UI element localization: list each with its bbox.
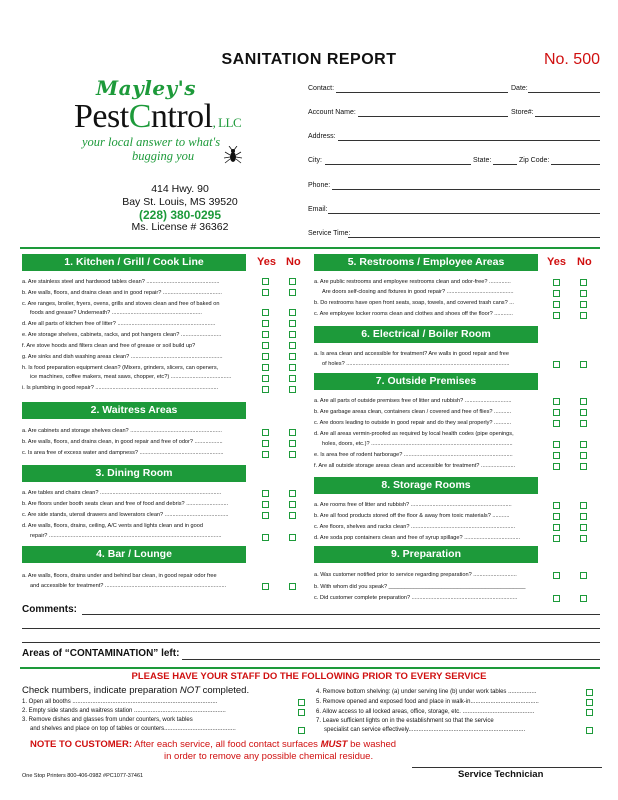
dining-item-d: d. Are walls, floors, drains, ceiling, A/C vents and lights clean and in good [22, 523, 203, 529]
no-header-right: No [577, 256, 592, 268]
kitchen-a-yes[interactable] [262, 278, 269, 285]
dining-item-d2: repair? ............................................................................................................... [30, 533, 222, 539]
storage-item-a: a. Are rooms free of litter and rubbish? ................................................................. [314, 502, 512, 508]
section-restrooms-header: 5. Restrooms / Employee Areas [314, 254, 538, 271]
dining-item-a: a. Are tables and chairs clean? .............................................................................. [22, 490, 222, 496]
city-field[interactable]: City: [308, 157, 322, 164]
kitchen-c-yes[interactable] [262, 309, 269, 316]
waitress-c-no[interactable] [289, 451, 296, 458]
kitchen-h-no[interactable] [289, 364, 296, 371]
section-storage-header: 8. Storage Rooms [314, 477, 538, 494]
preparation-a-no[interactable] [580, 572, 587, 579]
electrical-item-a2: of holes? ......................................................................................................... [322, 361, 510, 367]
storage-c-yes[interactable] [553, 524, 560, 531]
restrooms-a-no[interactable] [580, 279, 587, 286]
comments-label: Comments: [22, 604, 78, 615]
note-to-customer-2: in order to remove any possible chemical residue. [164, 751, 374, 762]
preparation-c-yes[interactable] [553, 595, 560, 602]
printer-credit: One Stop Printers 800-406-0982 #PC1077-37461 [22, 773, 144, 779]
report-title: SANITATION REPORT [221, 51, 397, 68]
company-city: Bay St. Louis, MS 39520 [122, 196, 238, 208]
dining-d-no[interactable] [289, 534, 296, 541]
outside-e-no[interactable] [580, 452, 587, 459]
bar-a-yes[interactable] [262, 583, 269, 590]
outside-c-no[interactable] [580, 420, 587, 427]
restrooms-item-a: a. Are public restrooms and employee restrooms clean and odor-free? .............. [314, 279, 511, 285]
prep-4-check[interactable] [586, 689, 593, 696]
outside-item-a: a. Are all parts of outside premises free of litter and rubbish? .............................. [314, 398, 512, 404]
outside-e-yes[interactable] [553, 452, 560, 459]
dining-item-c: c. Are side stands, utensil drawers and lowerators clean? ......................................... [22, 512, 229, 518]
bar-a-no[interactable] [289, 583, 296, 590]
electrical-a-yes[interactable] [553, 361, 560, 368]
prep-item-7b: specialist can service effectively...................................................................... [324, 727, 526, 733]
waitress-c-yes[interactable] [262, 451, 269, 458]
contamination-line[interactable] [182, 659, 600, 660]
kitchen-item-d: d. Are all parts of kitchen free of litter? ............................................................... [22, 321, 216, 327]
outside-f-yes[interactable] [553, 463, 560, 470]
kitchen-item-g: g. Are sinks and dish washing areas clean? ........................................................... [22, 354, 223, 360]
comments-line-1[interactable] [82, 614, 600, 615]
kitchen-item-i: i. Is plumbing in good repair? ............................................................................... [22, 385, 219, 391]
bug-icon [222, 146, 244, 166]
outside-item-c: c. Are doors leading to outside in good repair and do they seal properly? ........... [314, 420, 512, 426]
dining-item-b: b. Are floors under booth seats clean and free of food and debris? ........................... [22, 501, 229, 507]
section-outside-header: 7. Outside Premises [314, 373, 538, 390]
storage-a-yes[interactable] [553, 502, 560, 509]
kitchen-c-no[interactable] [289, 309, 296, 316]
preparation-item-b: b. With whom did you speak? ____________________________________________ [314, 584, 526, 590]
outside-item-d: d. Are all areas vermin-proofed as required by local health codes (pipe openings, [314, 431, 514, 437]
outside-b-no[interactable] [580, 409, 587, 416]
outside-item-d2: holes, doors, etc.)? ........................................................................................... [322, 441, 513, 447]
prep-2-check[interactable] [298, 709, 305, 716]
storage-d-no[interactable] [580, 535, 587, 542]
kitchen-item-c2: foods and grease? Underneath? .......................................................... [30, 310, 202, 316]
dining-d-yes[interactable] [262, 534, 269, 541]
bar-item-a2: and accessible for treatment? .............................................................................. [30, 583, 227, 589]
preparation-item-a: a. Was customer notified prior to service regarding preparation? ............................ [314, 572, 517, 578]
restrooms-c-no[interactable] [580, 312, 587, 319]
yes-header: Yes [257, 256, 276, 268]
prep-item-5: 5. Remove opened and exposed food and place in walk-in......................................... [316, 699, 539, 705]
company-phone: (228) 380-0295 [138, 208, 222, 222]
restrooms-item-a2: Are doors self-closing and fixtures in good repair? ........................................... [322, 289, 514, 295]
email-field[interactable]: Email: [308, 206, 328, 213]
dining-c-yes[interactable] [262, 512, 269, 519]
outside-f-no[interactable] [580, 463, 587, 470]
kitchen-f-yes[interactable] [262, 342, 269, 349]
outside-a-no[interactable] [580, 398, 587, 405]
outside-a-yes[interactable] [553, 398, 560, 405]
section-kitchen-header: 1. Kitchen / Grill / Cook Line [22, 254, 246, 271]
date-field[interactable]: Date: [511, 85, 528, 92]
logo-tagline-1: your local answer to what's [82, 135, 221, 149]
storage-b-no[interactable] [580, 513, 587, 520]
kitchen-item-c: c. Are ranges, broiler, fryers, ovens, grills and stoves clean and free of baked on [22, 301, 220, 307]
kitchen-item-h: h. Is food preparation equipment clean? (Mixers, grinders, slicers, can openers, [22, 365, 219, 371]
state-field[interactable]: State: [473, 157, 492, 164]
prep-item-4: 4. Remove bottom shelving: (a) under serving line (b) under work tables ................. [316, 689, 537, 695]
waitress-item-b: b. Are walls, floors, and drains clean, in good repair and free of odor? .................. [22, 439, 223, 445]
prep-item-6: 6. Allow access to all locked areas, office, storage, etc. ........................................... [316, 709, 535, 715]
restrooms-a2-no[interactable] [580, 290, 587, 297]
logo-pest-control: PestCntrol, LLC [74, 98, 242, 135]
kitchen-a-no[interactable] [289, 278, 296, 285]
kitchen-i-no[interactable] [289, 386, 296, 393]
kitchen-b-yes[interactable] [262, 289, 269, 296]
note-to-customer: NOTE TO CUSTOMER: After each service, all food contact surfaces MUST be washed [30, 739, 397, 750]
kitchen-g-no[interactable] [289, 353, 296, 360]
kitchen-item-a: a. Are stainless steel and hardwood tables clean? ............................................... [22, 279, 220, 285]
outside-d-yes[interactable] [553, 441, 560, 448]
waitress-item-a: a. Are cabinets and storage shelves clean? ........................................................... [22, 428, 222, 434]
prep-3-check[interactable] [298, 727, 305, 734]
logo-mayleys: Mayley's [96, 76, 197, 100]
contamination-label: Areas of “CONTAMINATION” left: [22, 648, 180, 659]
dining-b-no[interactable] [289, 501, 296, 508]
restrooms-a-yes[interactable] [553, 279, 560, 286]
kitchen-item-e: e. Are storage shelves, cabinets, racks, and pot hangers clean? .......................... [22, 332, 222, 338]
dining-c-no[interactable] [289, 512, 296, 519]
zip-field[interactable]: Zip Code: [519, 157, 550, 164]
outside-item-b: b. Are garbage areas clean, containers clean / covered and free of flies? ........... [314, 409, 512, 415]
kitchen-f-no[interactable] [289, 342, 296, 349]
preparation-c-no[interactable] [580, 595, 587, 602]
yes-header-right: Yes [547, 256, 566, 268]
outside-b-yes[interactable] [553, 409, 560, 416]
kitchen-item-b: b. Are walls, floors, and drains clean and in good repair? ...................................... [22, 290, 222, 296]
bar-item-a: a. Are walls, floors, drains under and behind bar clean, in good repair odor free [22, 573, 217, 579]
storage-b-yes[interactable] [553, 513, 560, 520]
prep-1-check[interactable] [298, 699, 305, 706]
storage-item-b: b. Are all food products stored off the floor & away from toxic materials? ........... [314, 513, 510, 519]
outside-item-f: f. Are all outside storage areas clean and accessible for treatment? ...................... [314, 463, 516, 469]
preparation-item-c: c. Did customer complete preparation? .................................................................... [314, 595, 518, 601]
form-number: No. 500 [543, 51, 600, 68]
check-numbers-instruction: Check numbers, indicate preparation NOT completed. [22, 685, 250, 696]
company-street: 414 Hwy. 90 [151, 183, 209, 195]
section-bar-header: 4. Bar / Lounge [22, 546, 246, 563]
kitchen-d-yes[interactable] [262, 320, 269, 327]
contact-field[interactable]: Contact: [308, 85, 335, 92]
waitress-a-yes[interactable] [262, 429, 269, 436]
kitchen-d-no[interactable] [289, 320, 296, 327]
comments-line-2[interactable] [22, 628, 600, 629]
kitchen-g-yes[interactable] [262, 353, 269, 360]
section-preparation-header: 9. Preparation [314, 546, 538, 563]
prep-6-check[interactable] [586, 709, 593, 716]
restrooms-item-b: b. Do restrooms have open front seats, soap, towels, and covered trash cans? ... [314, 300, 514, 306]
waitress-item-c: c. Is area free of excess water and dampness? ...................................................... [22, 450, 224, 456]
prep-item-3: 3. Remove dishes and glasses from under counters, work tables [22, 717, 193, 723]
restrooms-item-c: c. Are employee locker rooms clean and clothes and shoes off the floor? ............ [314, 311, 513, 317]
store-number-field[interactable]: Store#: [511, 109, 534, 116]
kitchen-e-yes[interactable] [262, 331, 269, 338]
dining-b-yes[interactable] [262, 501, 269, 508]
section-dining-header: 3. Dining Room [22, 465, 246, 482]
technician-signature-line[interactable] [412, 767, 602, 768]
dining-a-yes[interactable] [262, 490, 269, 497]
waitress-b-yes[interactable] [262, 440, 269, 447]
company-license: Ms. License # 36362 [131, 221, 229, 233]
staff-notice: PLEASE HAVE YOUR STAFF DO THE FOLLOWING PRIOR TO EVERY SERVICE [131, 671, 487, 682]
preparation-a-yes[interactable] [553, 572, 560, 579]
storage-item-d: d. Are soda pop containers clean and free of syrup spillage? .................................... [314, 535, 521, 541]
prep-7-check[interactable] [586, 727, 593, 734]
kitchen-item-h2: ice machines, coffee makers, meat saws, chopper, etc?) ....................................... [30, 374, 232, 380]
kitchen-h2-yes[interactable] [262, 375, 269, 382]
prep-item-7: 7. Leave sufficient lights on in the establishment so that the service [316, 718, 494, 724]
outside-d-no[interactable] [580, 441, 587, 448]
waitress-a-no[interactable] [289, 429, 296, 436]
restrooms-b-no[interactable] [580, 301, 587, 308]
prep-5-check[interactable] [586, 699, 593, 706]
prep-item-2: 2. Empty side stands and waitress station ....................................................... [22, 708, 226, 714]
dining-a-no[interactable] [289, 490, 296, 497]
kitchen-h2-no[interactable] [289, 375, 296, 382]
restrooms-b-yes[interactable] [553, 301, 560, 308]
account-name-field[interactable]: Account Name: [308, 109, 356, 116]
no-header: No [286, 256, 301, 268]
kitchen-i-yes[interactable] [262, 386, 269, 393]
address-field[interactable]: Address: [308, 133, 336, 140]
electrical-a-no[interactable] [580, 361, 587, 368]
prep-item-3b: and shelves and place on top of tables or counters........................................... [30, 726, 236, 732]
kitchen-item-f: f. Are stove hoods and filters clean and free of grease or soil build up? [22, 343, 196, 349]
logo-tagline-2: bugging you [132, 149, 195, 163]
prep-item-1: 1. Open all booths ....................................................................................... [22, 699, 218, 705]
outside-item-e: e. Is area free of rodent harborage? ...................................................................... [314, 452, 513, 458]
comments-line-3[interactable] [22, 642, 600, 643]
service-time-field[interactable]: Service Time: [308, 230, 351, 237]
restrooms-a2-yes[interactable] [553, 290, 560, 297]
storage-d-yes[interactable] [553, 535, 560, 542]
kitchen-b-no[interactable] [289, 289, 296, 296]
storage-c-no[interactable] [580, 524, 587, 531]
outside-c-yes[interactable] [553, 420, 560, 427]
section-electrical-header: 6. Electrical / Boiler Room [314, 326, 538, 343]
phone-field[interactable]: Phone: [308, 182, 331, 189]
section-waitress-header: 2. Waitress Areas [22, 402, 246, 419]
storage-a-no[interactable] [580, 502, 587, 509]
electrical-item-a: a. Is area clean and accessible for treatment? Are walls in good repair and free [314, 351, 509, 357]
kitchen-e-no[interactable] [289, 331, 296, 338]
waitress-b-no[interactable] [289, 440, 296, 447]
kitchen-h-yes[interactable] [262, 364, 269, 371]
service-technician-label: Service Technician [458, 769, 544, 780]
storage-item-c: c. Are floors, shelves and racks clean? ................................................................... [314, 524, 516, 530]
restrooms-c-yes[interactable] [553, 312, 560, 319]
